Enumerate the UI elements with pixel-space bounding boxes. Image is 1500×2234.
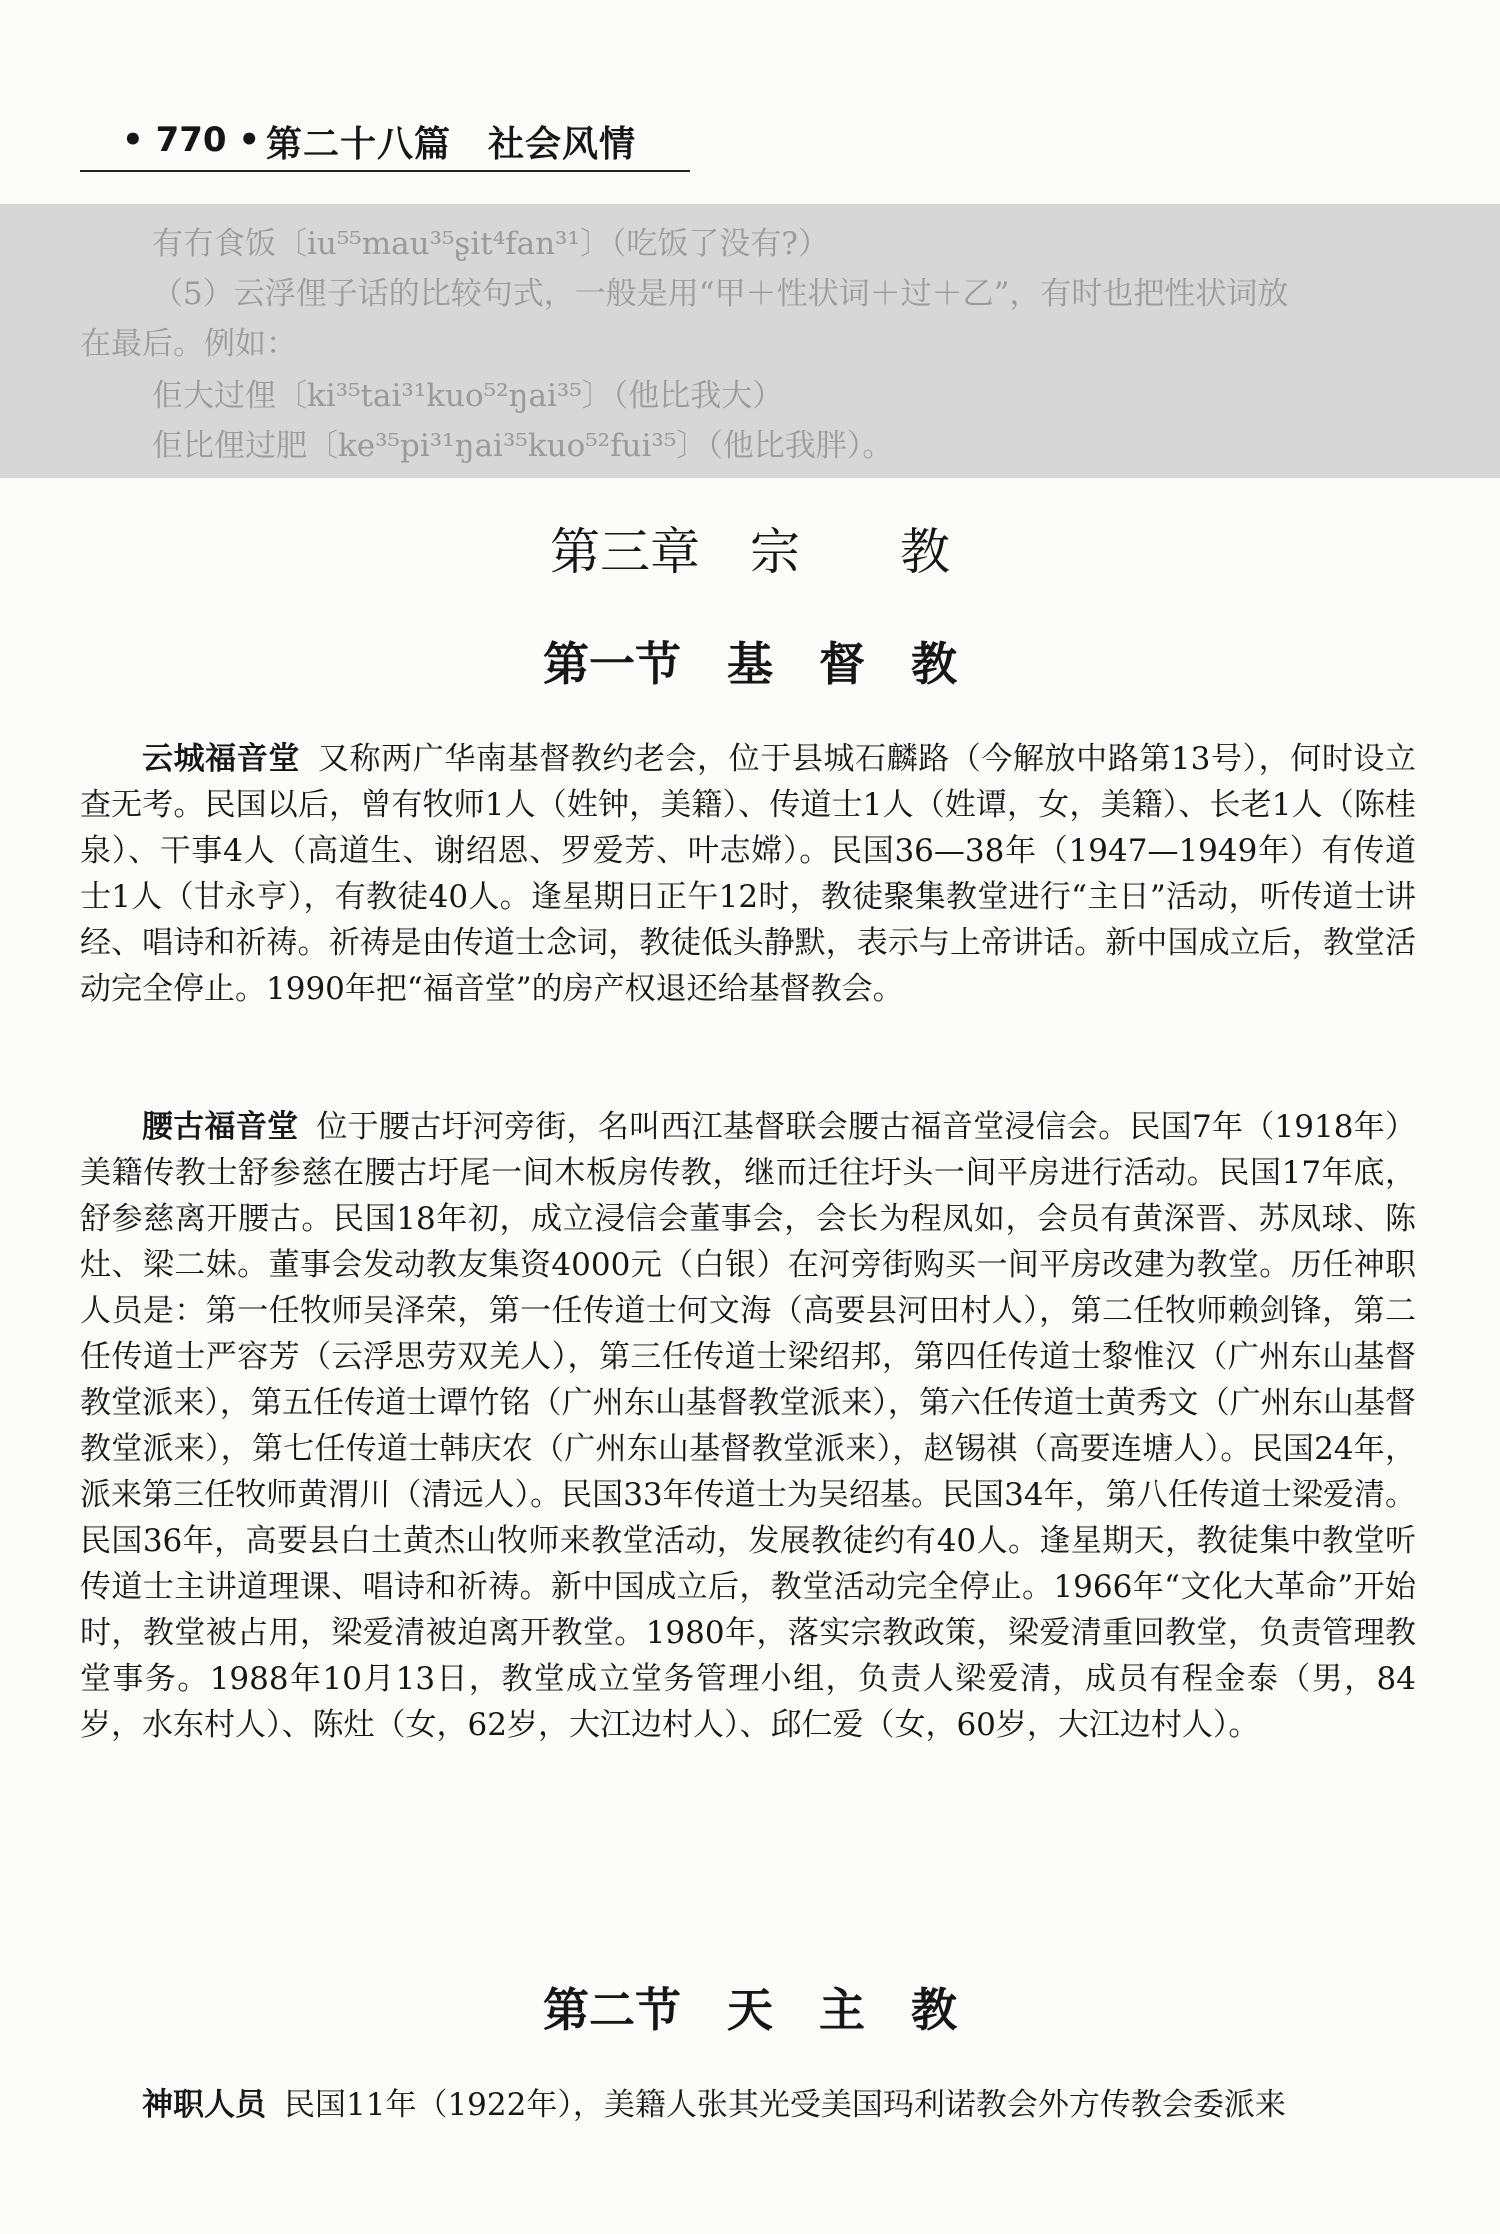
paragraph-yaogu-church (80, 1104, 1416, 1748)
page-header (80, 112, 690, 172)
section-title-christianity: 第一节 基 督 教 (543, 637, 957, 691)
term-clergy: 神职人员 (142, 2087, 266, 2123)
dialect-line-3: 在最后。例如： (80, 326, 297, 362)
paragraph-text: 民国11年（1922年），美籍人张其光受美国玛利诺教会外方传教会委派来 (284, 2087, 1286, 2123)
term-yaogu-church: 腰古福音堂 (142, 1109, 299, 1145)
paragraph-text: 位于腰古圩河旁街，名叫西江基督联会腰古福音堂浸信会。民国7年（1918年）美籍传教士舒参慈在腰古圩尾一间木板房传教，继而迁往圩头一间平房进行活动。民国17年底，舒参慈离开腰古。民国18年初，成立浸信会董事会，会长为程凤如，会员有黄深晋、苏凤球、陈灶、梁二妹。董事会发动教友集资4000元（白银）在河旁街购买一间平房改建为教堂。历任神职人员是：第一任牧师吴泽荣，第一任传道士何文海（高要县河田村人），第二任牧师赖剑锋，第二任传道士严容芳（云浮思劳双羌人），第三任传道士梁绍邦，第四任传道士黎惟汉（广州东山基督教堂派来），第五任传道士谭竹铭（广州东山基督教堂派来），第六任传道士黄秀文（广州东山基督教堂派来），第七任传道士韩庆农（广州东山基督教堂派来），赵锡祺（高要连塘人）。民国24年，派来第三任牧师黄渭川（清远人）。民国33年传道士为吴绍基。民国34年，第八任传道士梁爱清。民国36年，高要县白土黄杰山牧师来教堂活动，发展教徒约有40人。逢星期天，教徒集中教堂听传道士主讲道理课、唱诗和祈祷。新中国成立后，教堂活动完全停止。1966年“文化大革命”开始时，教堂被占用，梁爱清被迫离开教堂。1980年，落实宗教政策，梁爱清重回教堂，负责管理教堂事务。1988年10月13日，教堂成立堂务管理小组，负责人梁爱清，成员有程金泰（男，84岁，水东村人）、陈灶（女，62岁，大江边村人）、邱仁爱（女，60岁，大江边村人）。 (80, 1109, 1416, 1743)
dialect-line-5: 佢比俚过肥〔ke³⁵pi³¹ŋai³⁵kuo⁵²fui³⁵〕（他比我胖）。 (152, 428, 894, 464)
chapter-title: 第三章 宗 教 (550, 523, 950, 581)
dialect-examples-block (0, 204, 1500, 478)
paragraph-text: 又称两广华南基督教约老会，位于县城石麟路（今解放中路第13号），何时设立查无考。民国以后，曾有牧师1人（姓钟，美籍）、传道士1人（姓谭，女，美籍）、长老1人（陈桂泉）、干事4人（高道生、谢绍恩、罗爱芳、叶志嫦）。民国36—38年（1947—1949年）有传道士1人（甘永亨），有教徒40人。逢星期日正午12时，教徒聚集教堂进行“主日”活动，听传道士讲经、唱诗和祈祷。祈祷是由传道士念词，教徒低头静默，表示与上帝讲话。新中国成立后，教堂活动完全停止。1990年把“福音堂”的房产权退还给基督教会。 (80, 741, 1417, 1007)
part-title: 第二十八篇 社会风情 (266, 124, 637, 165)
section-title-catholicism: 第二节 天 主 教 (543, 1983, 957, 2037)
dialect-line-1: 有冇食饭〔iu⁵⁵mau³⁵ʂit⁴fan³¹〕（吃饭了没有?） (152, 226, 830, 262)
dialect-line-4: 佢大过俚〔ki³⁵tai³¹kuo⁵²ŋai³⁵〕（他比我大） (152, 378, 784, 414)
paragraph-yuncheng-church (80, 736, 1416, 1012)
term-yuncheng-church: 云城福音堂 (142, 741, 300, 777)
paragraph-clergy (80, 2082, 1416, 2128)
dialect-line-2: （5）云浮俚子话的比较句式，一般是用“甲＋性状词＋过＋乙”，有时也把性状词放 (152, 276, 1289, 312)
page-number: • 770 • (122, 120, 261, 160)
